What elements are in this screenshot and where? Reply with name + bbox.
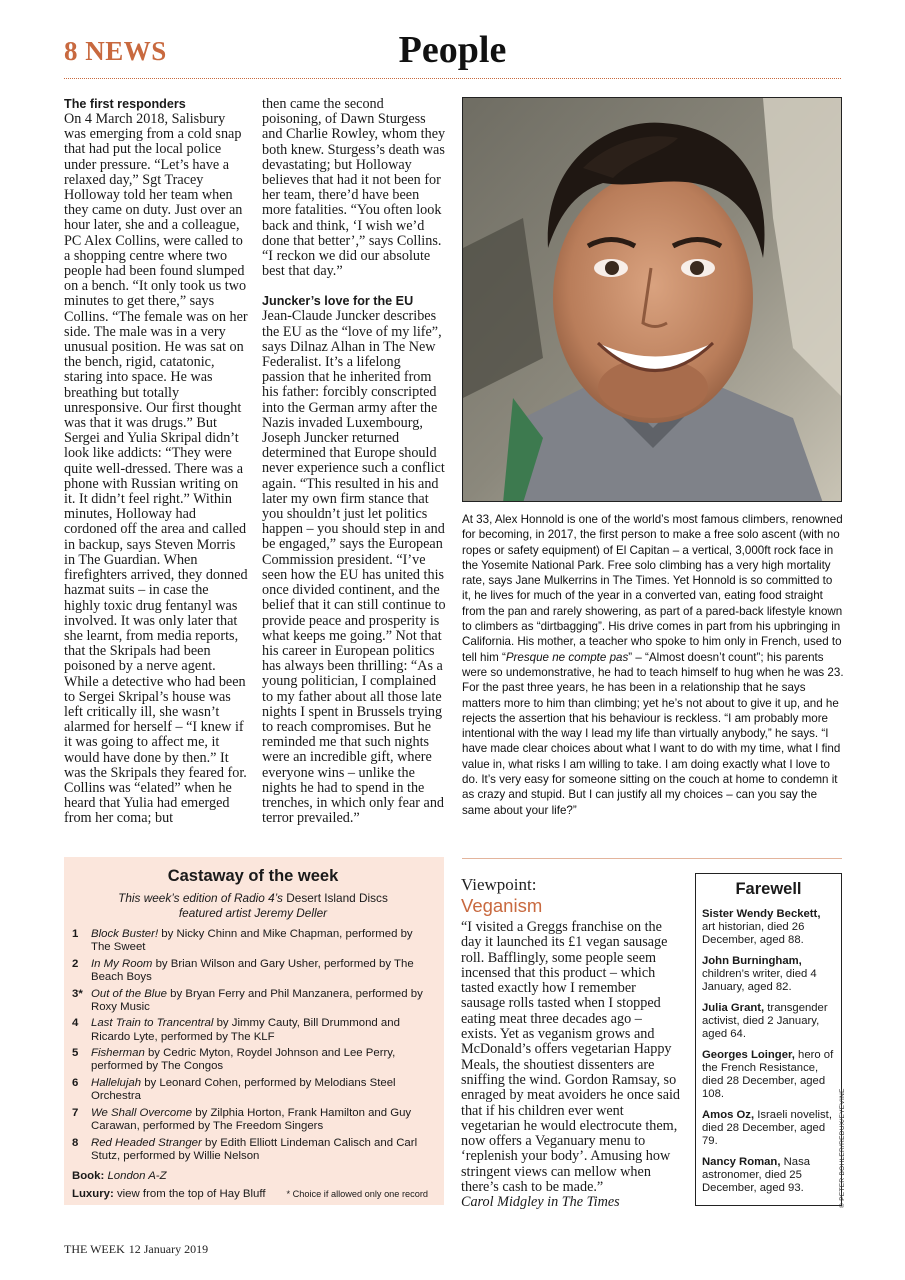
track-credits: by Nicky Chinn and Mike Chapman, performed by The Sweet: [91, 928, 413, 954]
first-responders-continued: then came the second poisoning, of Dawn Sturgess and Charlie Rowley, whom they both knew. Sturgess’s death was devastating; but Holloway believes that had it not been for her team, there’d have been more fatalities. “You often look back and think, ‘I wish we’d done that better’,” says Collins. “I reckon we did our absolute best that day.”: [262, 96, 446, 280]
track-item: [72, 928, 434, 954]
luxury-value: view from the top of Hay Bluff: [116, 1187, 266, 1200]
track-number: 2: [72, 957, 79, 970]
track-title: Block Buster!: [91, 928, 159, 940]
track-item: [72, 988, 434, 1014]
obituary-entry: [702, 1156, 835, 1195]
page-footer: [64, 1242, 212, 1257]
castaway-title: Castaway of the week: [167, 867, 339, 885]
castaway-book: [72, 1169, 434, 1183]
obituary-entry: [702, 955, 835, 994]
obituary-entry: [702, 1049, 835, 1101]
track-credits: by Brian Wilson and Gary Usher, performed by The Beach Boys: [91, 957, 414, 983]
track-number: 4: [72, 1017, 79, 1030]
track-number: 6: [72, 1076, 79, 1089]
viewpoint-topic: Veganism: [461, 895, 543, 916]
caption-divider: [462, 858, 842, 859]
castaway-box: [64, 857, 444, 1205]
honnold-caption: [462, 512, 844, 818]
photo-credit: © PETER BOHLER/REDUX/EYEVINE: [839, 1088, 846, 1208]
track-credits: by Edith Elliott Lindeman Calisch and Carl Stutz, performed by Willie Nelson: [91, 1136, 418, 1162]
track-title: In My Room: [91, 957, 153, 970]
track-list: [72, 928, 434, 1163]
track-credits: by Cedric Myton, Roydel Johnson and Lee Perry, performed by The Congos: [91, 1047, 396, 1073]
first-responders-article: [64, 97, 248, 827]
farewell-box: [695, 873, 842, 1206]
castaway-luxury: [72, 1187, 434, 1201]
header-divider: [64, 78, 841, 79]
juncker-body: Jean-Claude Juncker describes the EU as the “love of my life”, says Dilnaz Alhan in The New Federalist. It’s a lifelong passion that he inherited from his father: forcibly conscripted into the German army after the Nazis invaded Luxembourg, Joseph Juncker returned determined that Europe should never experience such a conflict again. “This resulted in his and later my own firm stance that you shouldn’t just let politics happen – you should step in and be engaged,” says the European Commission president. “I’ve seen how the EU has united this once divided continent, and the belief that it can still continue to provide peace and prosperity is what keeps me going.” Not that his career in European politics has always been thrilling: “As a young politician, I complained to my father about all those late nights I spent in Brussels trying to reach compromises. But he reminded me that such nights were an incredible gift, where everyone wins – unlike the nights he had to spend in the trenches, in which only fear and terror prevailed.”: [262, 308, 446, 827]
track-item: [72, 1047, 434, 1073]
obituary-detail: Nasa astronomer, died 25 December, aged 93.: [702, 1156, 810, 1194]
track-credits: by Leonard Cohen, performed by Melodians Steel Orchestra: [91, 1076, 396, 1103]
track-number: 7: [72, 1106, 79, 1119]
track-item: [72, 1077, 434, 1103]
footer-date: 12 January 2019: [128, 1242, 209, 1256]
track-title: Fisherman: [91, 1047, 145, 1060]
obituary-name: Amos Oz,: [702, 1109, 755, 1121]
farewell-title: Farewell: [735, 880, 802, 898]
castaway-programme-name: Desert Island Discs: [286, 891, 388, 905]
first-responders-heading: The first responders: [64, 97, 186, 111]
track-title: Red Headed Stranger: [91, 1136, 202, 1149]
track-title: Last Train to Trancentral: [91, 1017, 214, 1030]
castaway-subtitle-italic: This week’s edition of Radio 4’s: [118, 891, 287, 905]
track-credits: by Jimmy Cauty, Bill Drummond and Ricardo Lyte, performed by The KLF: [91, 1017, 400, 1043]
track-item: [72, 958, 434, 984]
first-responders-body: On 4 March 2018, Salisbury was emerging from a cold snap that had put the local police under pressure. “Let’s have a relaxed day,” Sgt Tracey Holloway told her team when they came on duty. Just over an hour later, she and a colleague, PC Alex Collins, were called to a shopping centre where two people had been found slumped on a bench. “It only took us two minutes to get there,” says Collins. “The female was on her side. The male was in a very unusual position. He was sat on the bench, rigid, catatonic, staring into space. He was breathing but totally unresponsive. Our first thought was that it was drugs.” But Sergei and Yulia Skripal didn’t look like addicts: “They were quite well-dressed. There was a phone with Russian writing on it. It didn’t feel right.” Within minutes, Holloway had cordoned off the area and called in backup, says Steven Morris in The Guardian. When firefighters arrived, they donned hazmat suits – in case the highly toxic drug fentanyl was involved. It was only later that she learnt, from media reports, that the Skripals had been poisoned by a nerve agent. While a detective who had been to Sergei Skripal’s house was left critically ill, she wasn’t alarmed for herself – “I knew if it was going to affect me, it would have done by then.” It was the Skripals they feared for. Collins was “elated” when he heard that Yulia had emerged from her coma; but: [64, 111, 248, 827]
obituary-detail: art historian, died 26 December, aged 88.: [702, 921, 805, 946]
obituary-entry: [702, 908, 835, 947]
obituary-detail: children’s writer, died 4 January, aged 82.: [702, 968, 817, 993]
obituary-name: Julia Grant,: [702, 1002, 765, 1014]
caption-text-end: ” – “Almost doesn’t count”; his parents were so undemonstrative, he had to teach himself to hug when he was 23. For the past three years, he has been in a relationship that he says matters more to him than climbing; yet he’s not about to give it up, and he rejects the assertion that his behaviour is reckless. “I am probably more intentional with the way I lead my life than virtually anybody,” he says. “I have made clear choices about what I want to do with my time, what I find value in, what risks I am willing to take. I am doing exactly what I love to do. It’s very easy for someone sitting on the couch at home to condemn it as crazy and stupid. But I can justify all my choices – can you say the same about your life?”: [462, 650, 844, 817]
obituary-entry: [702, 1109, 835, 1148]
obituary-name: Nancy Roman,: [702, 1156, 781, 1168]
viewpoint-body: “I visited a Greggs franchise on the day it launched its £1 vegan sausage roll. Bafflingly, some people seem incensed that this product – which tasted exactly how I remember sausage rolls tasted when I stopped eating meat three decades ago – exists. Yet as veganism grows and McDonald’s offers vegetarian Happy Meals, the shoutiest dissenters are sniffing the wind. Gordon Ramsay, so enraged by meat avoiders he once said that if his children ever went vegetarian he would electrocute them, now offers a Veganuary menu to ‘replenish your body’. Amusing how stringent views can mellow when there’s cash to be made.”: [461, 919, 681, 1196]
caption-french-quote: Presque ne compte pas: [505, 650, 629, 664]
track-number: 5: [72, 1047, 79, 1060]
viewpoint-article: [461, 875, 681, 1211]
obituary-entry: [702, 1002, 835, 1041]
track-item: [72, 1137, 434, 1163]
viewpoint-signature: Carol Midgley in The Times: [461, 1194, 620, 1211]
obituary-name: Sister Wendy Beckett,: [702, 908, 821, 920]
castaway-artist: featured artist Jeremy Deller: [178, 905, 328, 920]
track-credits: by Zilphia Horton, Frank Hamilton and Guy Carawan, performed by The Freedom Singers: [91, 1106, 412, 1132]
page-title: People: [398, 29, 507, 71]
book-value: London A-Z: [107, 1169, 167, 1182]
obituary-name: John Burningham,: [702, 955, 802, 967]
track-credits: by Bryan Ferry and Phil Manzanera, performed by Roxy Music: [91, 987, 423, 1013]
section-label: 8 NEWS: [64, 36, 167, 66]
track-number: 8: [72, 1136, 79, 1149]
track-number: 1: [72, 928, 79, 940]
track-title: Hallelujah: [91, 1076, 142, 1089]
track-item: [72, 1107, 434, 1133]
castaway-subtitle: [72, 891, 434, 920]
track-title: Out of the Blue: [91, 987, 167, 1000]
second-column: [262, 97, 446, 826]
track-title: We Shall Overcome: [91, 1106, 193, 1119]
obituary-detail: hero of the French Resistance, died 28 December, aged 108.: [702, 1049, 834, 1100]
obituary-name: Georges Loinger,: [702, 1049, 795, 1061]
castaway-footnote: * Choice if allowed only one record: [286, 1188, 428, 1199]
book-label: Book:: [72, 1169, 105, 1182]
footer-publication: THE WEEK: [64, 1242, 125, 1256]
obituary-detail: transgender activist, died 2 January, aged 64.: [702, 1002, 828, 1040]
track-number: 3*: [72, 987, 83, 1000]
viewpoint-label: Viewpoint:: [461, 875, 537, 894]
track-item: [72, 1017, 434, 1043]
caption-text-start: At 33, Alex Honnold is one of the world’s most famous climbers, renowned for becoming, in 2017, the first person to make a free solo ascent (with no ropes or safety equipment) of El Capitan – a vertical, 3,000ft rock face in the Yosemite National Park. Free solo climbing has a very high mortality rate, says Jane Mulkerrins in The Times. Yet Honnold is so committed to it, he lives for much of the year in a converted van, eating food straight from the pan and rarely showering, as part of a pared-back lifestyle known to climbers as “dirtbagging”. His drive comes in part from his upbringing in California. His mother, a teacher who spoke to him only in French, used to tell him “: [462, 513, 843, 664]
honnold-photo: [462, 97, 842, 502]
obituary-detail: Israeli novelist, died 28 December, aged 79.: [702, 1109, 832, 1147]
luxury-label: Luxury:: [72, 1187, 114, 1200]
juncker-heading: Juncker’s love for the EU: [262, 294, 414, 309]
